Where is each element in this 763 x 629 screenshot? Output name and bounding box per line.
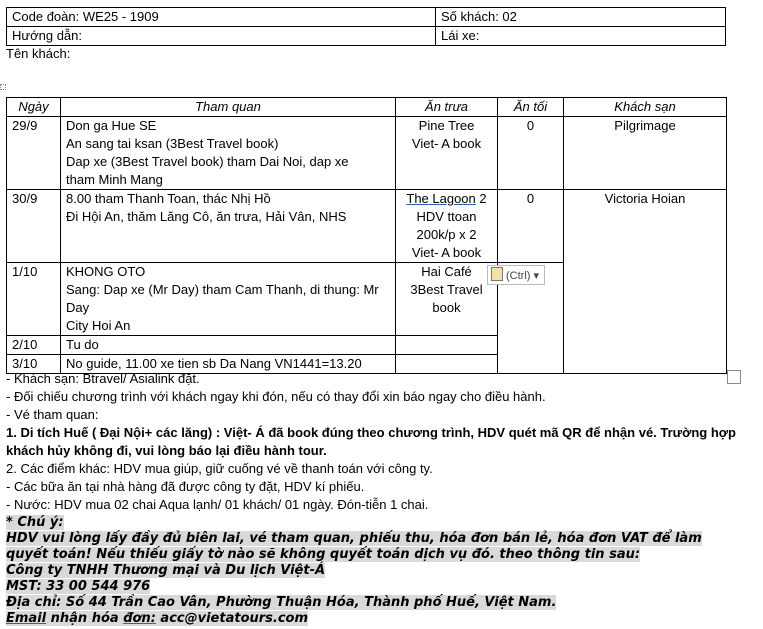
- email-don: đơn:: [123, 611, 156, 626]
- tour-line: Sang: Dap xe (Mr Day) tham Cam Thanh, di thung: Mr: [66, 282, 379, 297]
- day-cell: 29/9: [7, 117, 61, 190]
- note-tickets: - Vé tham quan:: [6, 407, 99, 422]
- attention-line2: [6, 546, 640, 563]
- attention-title: [6, 514, 64, 531]
- table-row: [7, 190, 727, 263]
- note-hue-line1: 1. Di tích Huế ( Đại Nội+ các lăng) : Việt- Á đã book đúng theo chương trình, HDV quét mã QR để nhận vé. Trường hợp: [6, 425, 736, 440]
- day-cell: 3/10: [7, 355, 61, 374]
- tour-cell: Tu do: [61, 336, 396, 355]
- lunch-suffix: 2: [475, 191, 487, 206]
- invoice-email: [6, 610, 308, 627]
- note-hotel: - Khách sạn: Btravel/ Asialink đặt.: [6, 371, 200, 386]
- col-header-dinner: Ăn tối: [498, 98, 564, 117]
- tour-cell: [61, 117, 396, 190]
- day-cell: 30/9: [7, 190, 61, 263]
- driver-field: Lái xe:: [436, 27, 726, 46]
- tour-cell: No guide, 11.00 xe tien sb Da Nang VN1441=13.20: [61, 355, 396, 374]
- itinerary-table: [6, 97, 727, 374]
- tour-cell: [61, 263, 396, 336]
- clipboard-icon: [491, 267, 503, 281]
- col-header-hotel: Khách sạn: [564, 98, 727, 117]
- note-hue-line2: khách hủy không đi, vui lòng báo lại điều hành tour.: [6, 443, 327, 458]
- day-cell: 2/10: [7, 336, 61, 355]
- guest-count: Số khách: 02: [436, 8, 726, 27]
- hotel-cell: [564, 336, 727, 355]
- dinner-cell: [498, 355, 564, 374]
- dinner-cell: 0: [498, 117, 564, 190]
- lunch-cell: [396, 336, 498, 355]
- tour-line: Đi Hội An, thăm Lăng Cô, ăn trưa, Hải Vân, NHS: [66, 209, 347, 224]
- tour-line: KHONG OTO: [66, 264, 146, 279]
- tour-info-table: [6, 7, 726, 46]
- lunch-cell: [396, 355, 498, 374]
- note-meals: - Các bữa ăn tại nhà hàng đã được công ty đặt, HDV kí phiếu.: [6, 479, 365, 494]
- hotel-cell: Victoria Hoian: [564, 190, 727, 263]
- hotel-cell: [564, 355, 727, 374]
- company-name-text: Công ty TNHH Thương mại và Du lịch Việt-Á: [6, 563, 326, 578]
- email-line: [6, 611, 308, 626]
- lunch-line: Viet- A book: [411, 136, 482, 151]
- hotel-cell: [564, 263, 727, 336]
- tour-line: An sang tai ksan (3Best Travel book): [66, 136, 279, 151]
- note-check: - Đối chiếu chương trình với khách ngay khi đón, nếu có thay đổi xin báo ngay cho điều hành.: [6, 389, 546, 404]
- attention-line1: [6, 530, 702, 547]
- tour-line: Dap xe (3Best Travel book) tham Dai Noi, dap xe: [66, 154, 349, 169]
- lagoon-link[interactable]: The Lagoon: [406, 191, 476, 206]
- tour-line: Don ga Hue SE: [66, 118, 157, 133]
- attention-line1-text: HDV vui lòng lấy đầy đủ biên lai, vé tham quan, phiếu thu, hóa đơn bán lẻ, hóa đơn VAT để làm: [6, 531, 702, 546]
- paste-options-label: (Ctrl) ▾: [506, 270, 540, 282]
- tour-cell: [61, 190, 396, 263]
- lunch-line: 200k/p x 2: [416, 227, 477, 242]
- attention-line2-text: quyết toán! Nếu thiếu giấy tờ nào sẽ không quyết toán dịch vụ đó. theo thông tin sau:: [6, 547, 641, 562]
- note-water: - Nước: HDV mua 02 chai Aqua lạnh/ 01 khách/ 01 ngày. Đón-tiễn 1 chai.: [6, 497, 429, 512]
- lunch-cell: [396, 117, 498, 190]
- company-address-text: Địa chỉ: Số 44 Trần Cao Vân, Phường Thuận Hóa, Thành phố Huế, Việt Nam.: [6, 595, 557, 610]
- table-row: [7, 336, 727, 355]
- tour-line: Day: [66, 300, 90, 315]
- col-header-tour: Tham quan: [61, 98, 396, 117]
- lunch-cell: [396, 190, 498, 263]
- table-anchor-icon: [0, 84, 6, 90]
- attention-title-text: * Chú ý:: [6, 515, 64, 530]
- guest-names-label: Tên khách:: [6, 46, 71, 61]
- guide-field: Hướng dẫn:: [7, 27, 436, 46]
- note-other: 2. Các điểm khác: HDV mua giúp, giữ cuống vé về thanh toán với công ty.: [6, 461, 433, 476]
- tour-line: 8.00 tham Thanh Toan, thác Nhị Hồ: [66, 191, 271, 206]
- email-word: Email: [6, 611, 47, 626]
- day-cell: 1/10: [7, 263, 61, 336]
- lunch-line: book: [432, 300, 461, 315]
- email-address[interactable]: acc@vietatours.com: [155, 611, 309, 626]
- dinner-cell: [498, 336, 564, 355]
- email-mid: nhận hóa: [46, 611, 124, 626]
- lunch-line: Pine Tree: [418, 118, 475, 133]
- paste-options-button[interactable]: [487, 265, 545, 285]
- lunch-line: Viet- A book: [411, 245, 482, 260]
- col-header-lunch: Ăn trưa: [396, 98, 498, 117]
- tour-code: Code đoàn: WE25 - 1909: [7, 8, 436, 27]
- table-header-row: [7, 98, 727, 117]
- tax-code: [6, 578, 150, 595]
- lunch-line: HDV ttoan: [416, 209, 477, 224]
- tour-line: tham Minh Mang: [66, 172, 163, 187]
- company-address: [6, 594, 556, 611]
- company-name: [6, 562, 325, 579]
- hotel-cell: Pilgrimage: [564, 117, 727, 190]
- lunch-cell: [396, 263, 498, 336]
- lunch-line: Hai Café: [421, 264, 472, 279]
- dinner-cell: 0: [498, 190, 564, 263]
- tour-line: City Hoi An: [66, 318, 131, 333]
- lunch-line: 3Best Travel: [410, 282, 483, 297]
- tax-code-text: MST: 33 00 544 976: [6, 579, 151, 594]
- table-row: [7, 117, 727, 190]
- col-header-day: Ngày: [7, 98, 61, 117]
- table-row: [7, 263, 727, 336]
- table-resize-handle[interactable]: [727, 370, 741, 384]
- lunch-line: [401, 190, 492, 208]
